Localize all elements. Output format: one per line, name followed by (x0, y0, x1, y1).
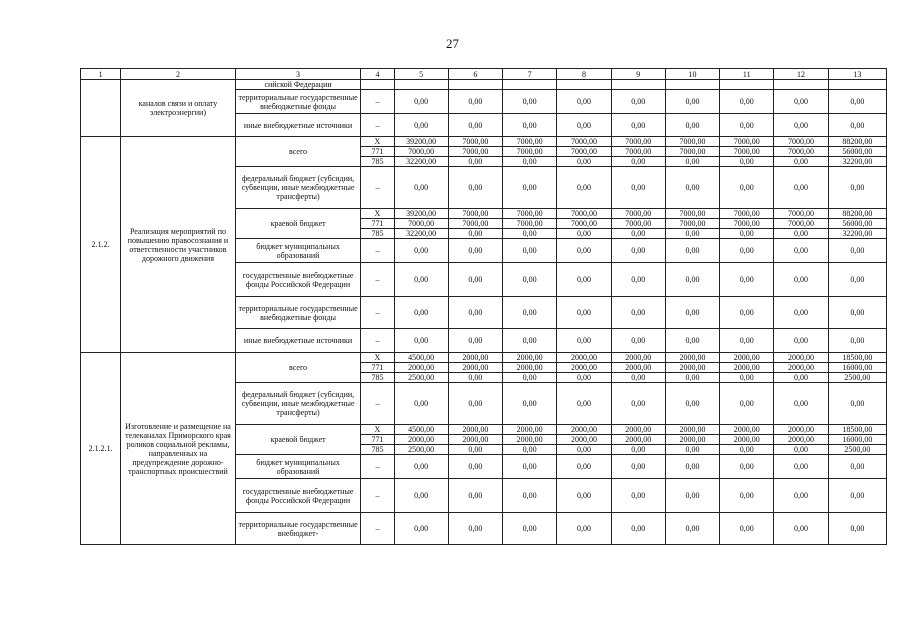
value-cell: 0,00 (720, 229, 774, 239)
code-cell: – (361, 90, 394, 114)
code-cell: X (361, 137, 394, 147)
value-cell (611, 80, 665, 90)
value-cell: 0,00 (557, 114, 611, 137)
code-cell: 785 (361, 373, 394, 383)
value-cell: 0,00 (394, 455, 448, 479)
value-cell: 0,00 (774, 229, 828, 239)
code-cell: 771 (361, 363, 394, 373)
column-number-2: 2 (121, 69, 236, 80)
value-cell: 0,00 (611, 114, 665, 137)
value-cell: 0,00 (448, 167, 502, 209)
value-cell: 7000,00 (774, 209, 828, 219)
value-cell: 0,00 (828, 114, 886, 137)
value-cell: 0,00 (720, 455, 774, 479)
value-cell: 0,00 (394, 383, 448, 425)
value-cell: 0,00 (774, 114, 828, 137)
value-cell: 0,00 (774, 263, 828, 297)
value-cell: 0,00 (774, 513, 828, 545)
value-cell: 0,00 (774, 239, 828, 263)
column-number-10: 10 (665, 69, 719, 80)
table-row (81, 80, 887, 90)
funding-source-cell: краевой бюджет (235, 425, 361, 455)
activity-number-cell: 2.1.2.1. (81, 353, 121, 545)
value-cell: 0,00 (611, 513, 665, 545)
value-cell: 0,00 (503, 297, 557, 329)
funding-source-cell: территориальные государственные внебюджетные фонды (235, 90, 361, 114)
value-cell: 0,00 (665, 263, 719, 297)
budget-table (80, 68, 887, 545)
value-cell: 0,00 (448, 90, 502, 114)
funding-source-cell: иные внебюджетные источники (235, 114, 361, 137)
value-cell: 0,00 (665, 114, 719, 137)
value-cell: 7000,00 (720, 209, 774, 219)
funding-source-cell: федеральный бюджет (субсидии, субвенции, иные межбюджетные трансферты) (235, 383, 361, 425)
value-cell: 0,00 (557, 479, 611, 513)
code-cell: 785 (361, 229, 394, 239)
value-cell (720, 80, 774, 90)
value-cell: 2000,00 (774, 363, 828, 373)
value-cell: 0,00 (720, 167, 774, 209)
value-cell: 7000,00 (503, 137, 557, 147)
value-cell: 2000,00 (394, 363, 448, 373)
column-number-13: 13 (828, 69, 886, 80)
column-number-11: 11 (720, 69, 774, 80)
column-number-6: 6 (448, 69, 502, 80)
code-cell: 785 (361, 445, 394, 455)
value-cell: 0,00 (720, 90, 774, 114)
value-cell (503, 80, 557, 90)
activity-number-cell: 2.1.2. (81, 137, 121, 353)
value-cell (774, 80, 828, 90)
value-cell: 7000,00 (720, 137, 774, 147)
value-cell: 0,00 (448, 383, 502, 425)
value-cell: 0,00 (665, 239, 719, 263)
value-cell: 0,00 (503, 157, 557, 167)
value-cell: 0,00 (665, 445, 719, 455)
code-cell (361, 80, 394, 90)
code-cell: 771 (361, 147, 394, 157)
value-cell: 32200,00 (394, 229, 448, 239)
value-cell: 2000,00 (720, 353, 774, 363)
value-cell: 0,00 (503, 263, 557, 297)
code-cell: – (361, 329, 394, 353)
table-row (81, 353, 887, 363)
column-number-7: 7 (503, 69, 557, 80)
funding-source-cell: территориальные государственные внебюджет- (235, 513, 361, 545)
value-cell: 2000,00 (611, 363, 665, 373)
value-cell: 7000,00 (557, 137, 611, 147)
value-cell: 0,00 (720, 383, 774, 425)
value-cell: 0,00 (448, 157, 502, 167)
value-cell: 7000,00 (665, 147, 719, 157)
value-cell: 0,00 (394, 329, 448, 353)
value-cell: 0,00 (774, 383, 828, 425)
funding-source-cell: бюджет муниципальных образований (235, 455, 361, 479)
value-cell: 0,00 (611, 90, 665, 114)
value-cell: 2000,00 (720, 435, 774, 445)
value-cell: 0,00 (720, 373, 774, 383)
value-cell: 0,00 (448, 445, 502, 455)
value-cell: 2500,00 (828, 373, 886, 383)
value-cell (557, 80, 611, 90)
value-cell: 2000,00 (611, 435, 665, 445)
budget-table-body (81, 69, 887, 545)
value-cell: 0,00 (448, 263, 502, 297)
column-number-4: 4 (361, 69, 394, 80)
value-cell: 0,00 (720, 157, 774, 167)
value-cell: 0,00 (448, 297, 502, 329)
value-cell: 0,00 (503, 479, 557, 513)
value-cell: 0,00 (774, 297, 828, 329)
value-cell: 0,00 (611, 239, 665, 263)
value-cell: 4500,00 (394, 353, 448, 363)
code-cell: X (361, 209, 394, 219)
value-cell: 0,00 (448, 239, 502, 263)
value-cell (665, 80, 719, 90)
value-cell: 0,00 (557, 229, 611, 239)
value-cell: 0,00 (720, 263, 774, 297)
value-cell: 2000,00 (503, 425, 557, 435)
code-cell: – (361, 239, 394, 263)
value-cell: 7000,00 (448, 219, 502, 229)
header-row (81, 69, 887, 80)
value-cell: 7000,00 (503, 219, 557, 229)
value-cell: 0,00 (665, 383, 719, 425)
value-cell: 0,00 (665, 157, 719, 167)
value-cell: 0,00 (720, 329, 774, 353)
value-cell: 2000,00 (720, 425, 774, 435)
value-cell: 2000,00 (557, 435, 611, 445)
value-cell: 2000,00 (557, 363, 611, 373)
value-cell: 0,00 (828, 297, 886, 329)
code-cell: – (361, 114, 394, 137)
activity-name-cell: каналов связи и оплату электроэнергии) (121, 80, 236, 137)
value-cell: 0,00 (611, 297, 665, 329)
value-cell: 0,00 (557, 383, 611, 425)
value-cell: 2000,00 (394, 435, 448, 445)
value-cell: 0,00 (774, 373, 828, 383)
value-cell: 18500,00 (828, 353, 886, 363)
value-cell: 0,00 (774, 167, 828, 209)
value-cell: 56000,00 (828, 219, 886, 229)
value-cell: 56000,00 (828, 147, 886, 157)
value-cell: 0,00 (557, 329, 611, 353)
value-cell: 0,00 (665, 479, 719, 513)
funding-source-cell: иные внебюджетные источники (235, 329, 361, 353)
value-cell: 2000,00 (665, 363, 719, 373)
value-cell: 2000,00 (503, 435, 557, 445)
value-cell: 7000,00 (774, 147, 828, 157)
value-cell: 0,00 (448, 114, 502, 137)
value-cell: 0,00 (665, 297, 719, 329)
value-cell: 2500,00 (394, 373, 448, 383)
value-cell: 0,00 (828, 329, 886, 353)
value-cell: 7000,00 (774, 137, 828, 147)
value-cell: 0,00 (503, 329, 557, 353)
value-cell: 0,00 (774, 329, 828, 353)
value-cell: 0,00 (448, 479, 502, 513)
code-cell: 785 (361, 157, 394, 167)
value-cell: 0,00 (448, 329, 502, 353)
value-cell: 0,00 (828, 513, 886, 545)
code-cell: – (361, 455, 394, 479)
value-cell: 32200,00 (828, 229, 886, 239)
value-cell: 0,00 (557, 263, 611, 297)
value-cell: 0,00 (665, 373, 719, 383)
value-cell: 2000,00 (557, 425, 611, 435)
value-cell: 0,00 (394, 167, 448, 209)
column-number-9: 9 (611, 69, 665, 80)
value-cell: 0,00 (611, 167, 665, 209)
value-cell: 2000,00 (665, 435, 719, 445)
value-cell: 0,00 (774, 157, 828, 167)
value-cell: 7000,00 (720, 219, 774, 229)
code-cell: – (361, 297, 394, 329)
value-cell (828, 80, 886, 90)
funding-source-cell: федеральный бюджет (субсидии, субвенции, иные межбюджетные трансферты) (235, 167, 361, 209)
value-cell: 2500,00 (828, 445, 886, 455)
value-cell: 0,00 (394, 513, 448, 545)
value-cell: 0,00 (774, 445, 828, 455)
value-cell: 0,00 (665, 329, 719, 353)
value-cell: 0,00 (394, 297, 448, 329)
value-cell: 16000,00 (828, 435, 886, 445)
code-cell: – (361, 479, 394, 513)
value-cell: 0,00 (828, 90, 886, 114)
value-cell: 0,00 (503, 167, 557, 209)
value-cell: 2000,00 (665, 353, 719, 363)
value-cell (448, 80, 502, 90)
value-cell: 0,00 (665, 90, 719, 114)
value-cell: 0,00 (774, 455, 828, 479)
value-cell: 2000,00 (503, 363, 557, 373)
value-cell: 0,00 (828, 263, 886, 297)
value-cell: 2000,00 (557, 353, 611, 363)
value-cell: 0,00 (557, 157, 611, 167)
value-cell: 7000,00 (448, 209, 502, 219)
value-cell: 32200,00 (394, 157, 448, 167)
funding-source-cell: государственные внебюджетные фонды Российской Федерации (235, 479, 361, 513)
value-cell: 0,00 (557, 90, 611, 114)
value-cell: 0,00 (503, 229, 557, 239)
value-cell: 7000,00 (611, 137, 665, 147)
value-cell: 7000,00 (665, 209, 719, 219)
value-cell: 2000,00 (611, 425, 665, 435)
value-cell: 0,00 (394, 90, 448, 114)
value-cell: 0,00 (394, 479, 448, 513)
value-cell: 0,00 (611, 329, 665, 353)
funding-source-cell: территориальные государственные внебюджетные фонды (235, 297, 361, 329)
page-number: 27 (446, 36, 459, 51)
column-number-8: 8 (557, 69, 611, 80)
value-cell: 0,00 (557, 445, 611, 455)
value-cell: 18500,00 (828, 425, 886, 435)
value-cell: 0,00 (828, 383, 886, 425)
value-cell: 0,00 (611, 445, 665, 455)
value-cell: 2000,00 (611, 353, 665, 363)
value-cell: 0,00 (720, 114, 774, 137)
value-cell: 0,00 (611, 157, 665, 167)
column-number-3: 3 (235, 69, 361, 80)
value-cell: 7000,00 (611, 147, 665, 157)
value-cell: 2000,00 (448, 363, 502, 373)
funding-source-cell: всего (235, 137, 361, 167)
value-cell (394, 80, 448, 90)
value-cell: 7000,00 (557, 147, 611, 157)
value-cell: 0,00 (557, 297, 611, 329)
value-cell: 2000,00 (774, 425, 828, 435)
value-cell: 88200,00 (828, 209, 886, 219)
value-cell: 0,00 (448, 513, 502, 545)
value-cell: 0,00 (611, 263, 665, 297)
value-cell: 0,00 (828, 479, 886, 513)
value-cell: 0,00 (611, 383, 665, 425)
value-cell: 0,00 (448, 373, 502, 383)
value-cell: 2500,00 (394, 445, 448, 455)
value-cell: 0,00 (394, 239, 448, 263)
value-cell: 0,00 (503, 383, 557, 425)
funding-source-cell: всего (235, 353, 361, 383)
value-cell: 7000,00 (394, 147, 448, 157)
code-cell: – (361, 383, 394, 425)
value-cell: 7000,00 (665, 219, 719, 229)
value-cell: 39200,00 (394, 137, 448, 147)
value-cell: 0,00 (611, 479, 665, 513)
code-cell: – (361, 167, 394, 209)
value-cell: 0,00 (611, 373, 665, 383)
value-cell: 2000,00 (448, 353, 502, 363)
row-number-cell (81, 80, 121, 137)
value-cell: 7000,00 (665, 137, 719, 147)
funding-source-cell: бюджет муниципальных образований (235, 239, 361, 263)
value-cell: 7000,00 (774, 219, 828, 229)
value-cell: 0,00 (665, 513, 719, 545)
value-cell: 2000,00 (448, 425, 502, 435)
activity-name-cell: Изготовление и размещение на телеканалах Приморского края роликов социальной рекламы, направленных на предупреждение дорожно-транспортных происшествий (121, 353, 236, 545)
value-cell: 0,00 (720, 479, 774, 513)
value-cell: 88200,00 (828, 137, 886, 147)
value-cell: 0,00 (557, 455, 611, 479)
funding-source-cell: государственные внебюджетные фонды Российской Федерации (235, 263, 361, 297)
value-cell: 2000,00 (448, 435, 502, 445)
value-cell: 0,00 (828, 239, 886, 263)
funding-source-cell: краевой бюджет (235, 209, 361, 239)
value-cell: 16000,00 (828, 363, 886, 373)
value-cell: 7000,00 (557, 219, 611, 229)
value-cell: 0,00 (557, 167, 611, 209)
value-cell: 0,00 (394, 114, 448, 137)
value-cell: 0,00 (557, 513, 611, 545)
value-cell: 7000,00 (448, 147, 502, 157)
value-cell: 0,00 (503, 373, 557, 383)
value-cell: 0,00 (503, 455, 557, 479)
code-cell: X (361, 425, 394, 435)
value-cell: 0,00 (503, 445, 557, 455)
value-cell: 7000,00 (557, 209, 611, 219)
value-cell: 0,00 (665, 167, 719, 209)
value-cell: 0,00 (720, 239, 774, 263)
code-cell: 771 (361, 219, 394, 229)
value-cell: 7000,00 (394, 219, 448, 229)
value-cell: 0,00 (503, 90, 557, 114)
value-cell: 2000,00 (720, 363, 774, 373)
value-cell: 0,00 (503, 239, 557, 263)
column-number-12: 12 (774, 69, 828, 80)
value-cell: 4500,00 (394, 425, 448, 435)
value-cell: 0,00 (774, 90, 828, 114)
value-cell: 2000,00 (503, 353, 557, 363)
value-cell: 7000,00 (503, 147, 557, 157)
value-cell: 0,00 (720, 513, 774, 545)
column-number-5: 5 (394, 69, 448, 80)
value-cell: 0,00 (611, 229, 665, 239)
code-cell: – (361, 513, 394, 545)
value-cell: 0,00 (774, 479, 828, 513)
value-cell: 0,00 (503, 513, 557, 545)
value-cell: 2000,00 (774, 435, 828, 445)
value-cell: 0,00 (394, 263, 448, 297)
value-cell: 0,00 (828, 455, 886, 479)
value-cell: 7000,00 (720, 147, 774, 157)
column-number-1: 1 (81, 69, 121, 80)
code-cell: 771 (361, 435, 394, 445)
value-cell: 0,00 (611, 455, 665, 479)
table-row (81, 137, 887, 147)
value-cell: 0,00 (503, 114, 557, 137)
value-cell: 0,00 (720, 297, 774, 329)
value-cell: 0,00 (828, 167, 886, 209)
value-cell: 0,00 (448, 455, 502, 479)
value-cell: 39200,00 (394, 209, 448, 219)
value-cell: 7000,00 (611, 209, 665, 219)
value-cell: 0,00 (557, 373, 611, 383)
value-cell: 7000,00 (448, 137, 502, 147)
value-cell: 2000,00 (774, 353, 828, 363)
value-cell: 7000,00 (503, 209, 557, 219)
value-cell: 32200,00 (828, 157, 886, 167)
value-cell: 2000,00 (665, 425, 719, 435)
value-cell: 0,00 (448, 229, 502, 239)
value-cell: 7000,00 (611, 219, 665, 229)
value-cell: 0,00 (720, 445, 774, 455)
funding-source-cell: сийской Федерации (235, 80, 361, 90)
value-cell: 0,00 (665, 455, 719, 479)
value-cell: 0,00 (665, 229, 719, 239)
activity-name-cell: Реализация мероприятий по повышению правосознания и ответственности участников дорожного движения (121, 137, 236, 353)
code-cell: X (361, 353, 394, 363)
value-cell: 0,00 (557, 239, 611, 263)
code-cell: – (361, 263, 394, 297)
